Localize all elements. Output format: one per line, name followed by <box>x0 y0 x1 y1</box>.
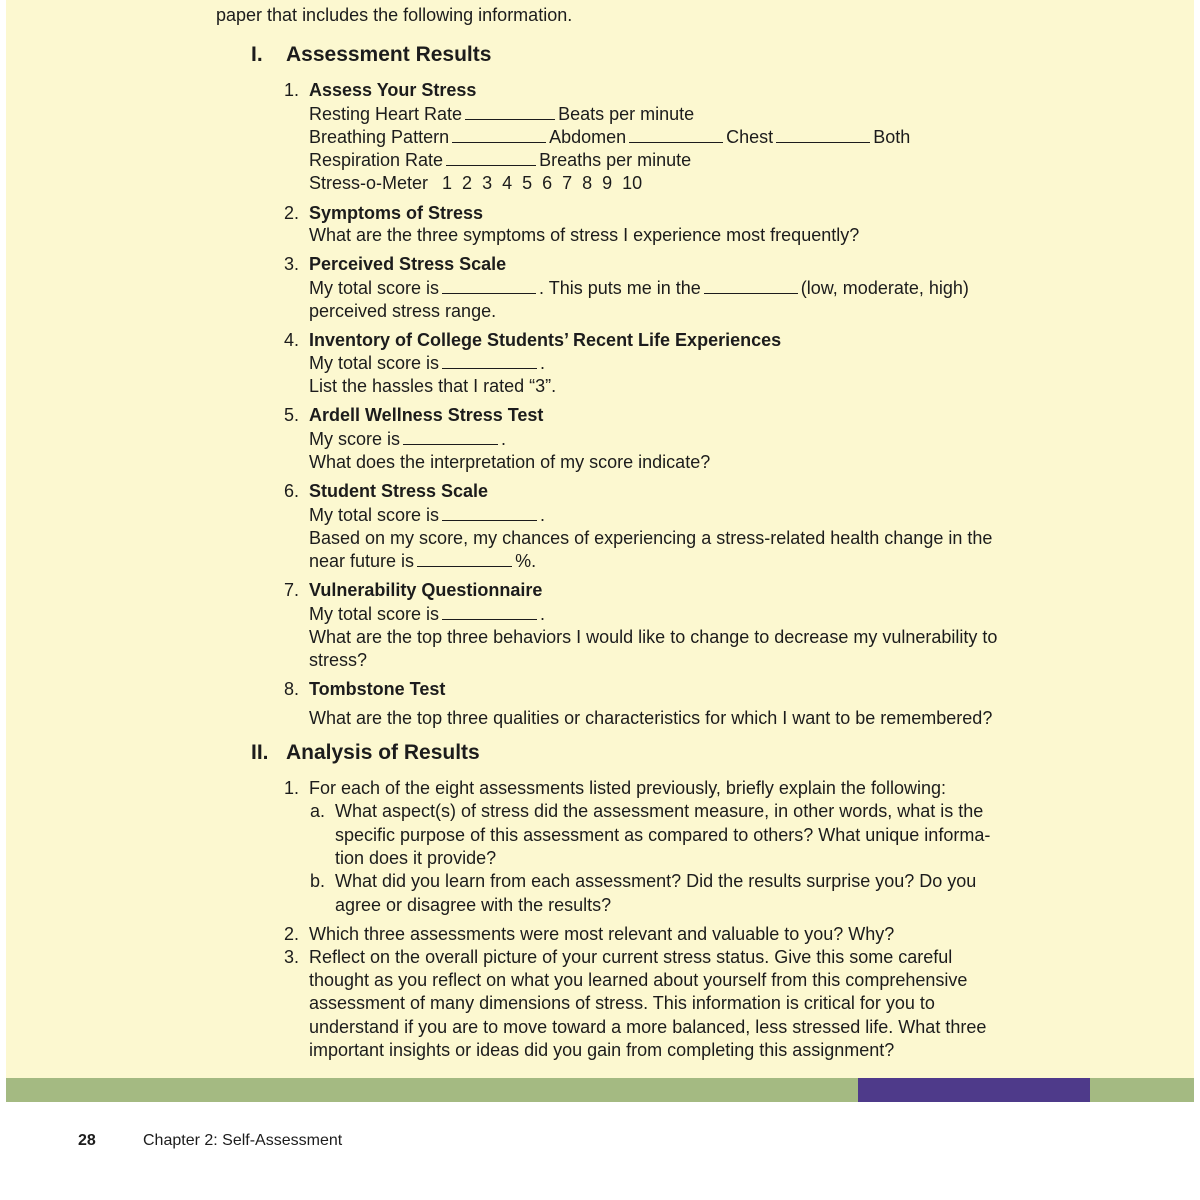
item-7-title: Vulnerability Questionnaire <box>309 580 543 600</box>
item-6-line-3 <box>309 550 536 572</box>
item-2-title: Symptoms of Stress <box>309 203 484 223</box>
section-2-title: Analysis of Results <box>286 741 480 764</box>
meter-value[interactable]: 6 <box>542 173 553 193</box>
analysis-1a-line: What aspect(s) of stress did the assessment measure, in other words, what is the <box>335 801 984 821</box>
meter-value[interactable]: 8 <box>582 173 593 193</box>
item-4-score-line <box>309 352 545 374</box>
meter-value[interactable]: 2 <box>462 173 473 193</box>
item-4-period: . <box>540 353 546 373</box>
item-6-score-blank[interactable] <box>442 505 537 521</box>
section-1-title: Assessment Results <box>286 43 492 66</box>
item-1-title: Assess Your Stress <box>309 80 477 100</box>
chest-option: Chest <box>726 127 774 147</box>
item-2-number: 2. <box>284 203 300 223</box>
abdomen-blank[interactable] <box>452 127 546 143</box>
item-4-title: Inventory of College Students’ Recent Life Experiences <box>309 330 782 350</box>
breathing-line <box>309 126 910 148</box>
chapter-title: Chapter 2: Self-Assessment <box>143 1132 343 1149</box>
chest-blank[interactable] <box>629 127 723 143</box>
item-7-score-label: My total score is <box>309 604 440 624</box>
item-6-title: Student Stress Scale <box>309 481 489 501</box>
meter-value[interactable]: 4 <box>502 173 513 193</box>
meter-value[interactable]: 3 <box>482 173 493 193</box>
heart-rate-unit: Beats per minute <box>558 104 695 124</box>
footer-band-purple <box>858 1078 1090 1102</box>
intro-text: paper that includes the following information. <box>216 5 573 25</box>
item-7-period: . <box>540 604 546 624</box>
item-7-line-3: stress? <box>309 650 368 670</box>
analysis-1a-line: specific purpose of this assessment as compared to others? What unique informa- <box>335 825 991 845</box>
analysis-3-line: Reflect on the overall picture of your current stress status. Give this some careful <box>309 947 953 967</box>
item-4-score-label: My total score is <box>309 353 440 373</box>
breathing-label: Breathing Pattern <box>309 127 450 147</box>
analysis-1b-line: agree or disagree with the results? <box>335 895 612 915</box>
analysis-1a-line: tion does it provide? <box>335 848 497 868</box>
heart-rate-label: Resting Heart Rate <box>309 104 463 124</box>
analysis-3-number: 3. <box>284 947 300 967</box>
heart-rate-line <box>309 103 694 125</box>
item-3-title: Perceived Stress Scale <box>309 254 507 274</box>
item-7-number: 7. <box>284 580 300 600</box>
meter-value[interactable]: 1 <box>442 173 453 193</box>
stress-o-meter <box>309 172 652 194</box>
analysis-1b-letter: b. <box>310 871 326 891</box>
item-5-line-2: What does the interpretation of my score indicate? <box>309 452 711 472</box>
item-8-number: 8. <box>284 679 300 699</box>
item-8-title: Tombstone Test <box>309 679 446 699</box>
analysis-2-number: 2. <box>284 924 300 944</box>
item-1-number: 1. <box>284 80 300 100</box>
analysis-3-line: thought as you reflect on what you learned about yourself from this comprehensive <box>309 970 968 990</box>
analysis-3-line: assessment of many dimensions of stress. This information is critical for you to <box>309 993 935 1013</box>
stress-o-meter-label: Stress-o-Meter <box>309 173 429 193</box>
analysis-1b-line: What did you learn from each assessment? Did the results surprise you? Do you <box>335 871 977 891</box>
meter-value[interactable]: 5 <box>522 173 533 193</box>
respiration-blank[interactable] <box>446 150 536 166</box>
section-2-numeral: II. <box>251 741 269 764</box>
near-future-blank[interactable] <box>417 551 512 567</box>
page-number: 28 <box>78 1132 96 1149</box>
analysis-1-number: 1. <box>284 778 300 798</box>
section-1-numeral: I. <box>251 43 263 66</box>
item-5-title: Ardell Wellness Stress Test <box>309 405 544 425</box>
analysis-3-line: understand if you are to move toward a more balanced, less stressed life. What three <box>309 1017 987 1037</box>
meter-value[interactable]: 7 <box>562 173 573 193</box>
abdomen-option: Abdomen <box>549 127 627 147</box>
analysis-3-line: important insights or ideas did you gain from completing this assignment? <box>309 1040 895 1060</box>
item-3-number: 3. <box>284 254 300 274</box>
item-6-period: . <box>540 505 546 525</box>
meter-value[interactable]: 9 <box>602 173 613 193</box>
perceived-score-label: My total score is <box>309 278 440 298</box>
meter-value[interactable]: 10 <box>622 173 643 193</box>
analysis-2-text: Which three assessments were most relevant and valuable to you? Why? <box>309 924 895 944</box>
perceived-score-line <box>309 277 969 299</box>
item-6-score-line <box>309 504 545 526</box>
item-5-number: 5. <box>284 405 300 425</box>
item-4-score-blank[interactable] <box>442 353 537 369</box>
item-6-score-label: My total score is <box>309 505 440 525</box>
respiration-line <box>309 149 691 171</box>
analysis-1a-letter: a. <box>310 801 326 821</box>
analysis-1-text: For each of the eight assessments listed previously, briefly explain the following: <box>309 778 946 798</box>
item-7-score-line <box>309 603 545 625</box>
item-7-score-blank[interactable] <box>442 604 537 620</box>
heart-rate-blank[interactable] <box>465 104 555 120</box>
item-5-score-line <box>309 428 506 450</box>
item-5-score-blank[interactable] <box>403 429 498 445</box>
both-option: Both <box>873 127 911 147</box>
respiration-unit: Breaths per minute <box>539 150 692 170</box>
item-6-line-2: Based on my score, my chances of experiencing a stress-related health change in the <box>309 528 993 548</box>
perceived-score-blank[interactable] <box>442 278 536 294</box>
both-blank[interactable] <box>776 127 870 143</box>
perceived-range-options: (low, moderate, high) <box>800 278 969 298</box>
item-4-line-2: List the hassles that I rated “3”. <box>309 376 557 396</box>
item-5-score-label: My score is <box>309 429 401 449</box>
item-2-question: What are the three symptoms of stress I experience most frequently? <box>309 225 860 245</box>
item-7-line-2: What are the top three behaviors I would like to change to decrease my vulnerability to <box>309 627 998 647</box>
percent-sign: %. <box>515 551 537 571</box>
near-future-label: near future is <box>309 551 415 571</box>
item-6-number: 6. <box>284 481 300 501</box>
perceived-range-blank[interactable] <box>704 278 798 294</box>
perceived-range-text: . This puts me in the <box>539 278 701 298</box>
item-3-line-2: perceived stress range. <box>309 301 497 321</box>
item-4-number: 4. <box>284 330 300 350</box>
item-5-period: . <box>501 429 507 449</box>
respiration-label: Respiration Rate <box>309 150 444 170</box>
item-8-question: What are the top three qualities or characteristics for which I want to be remembered? <box>309 708 993 728</box>
